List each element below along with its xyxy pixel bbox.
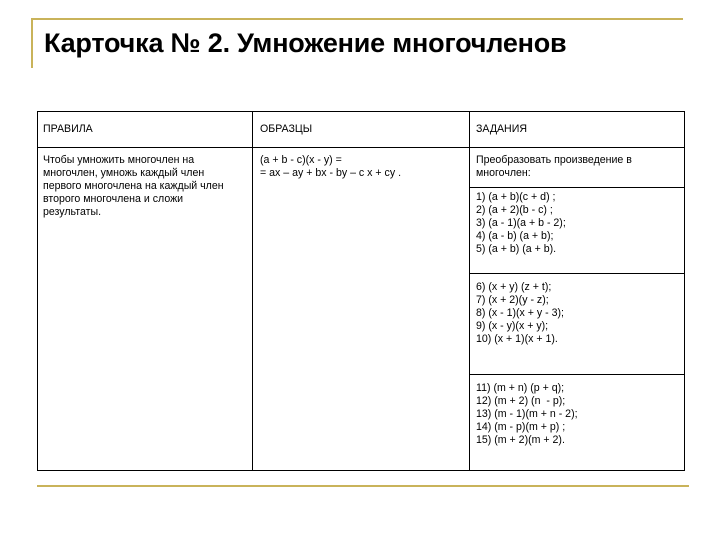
task-divider-3 xyxy=(469,374,684,375)
task-group-2: 6) (x + y) (z + t); 7) (x + 2)(y - z); 8) (x - 1)(x + y - 3); 9) (x - y)(x + y); 10) (x + 1)(x + 1). xyxy=(476,281,564,345)
task-divider-2 xyxy=(469,273,684,274)
accent-line-bottom xyxy=(37,485,689,487)
worksheet-table xyxy=(37,111,685,471)
header-examples: ОБРАЗЦЫ xyxy=(260,123,313,135)
header-divider xyxy=(38,147,684,148)
header-rules: ПРАВИЛА xyxy=(43,123,93,135)
task-group-1: 1) (a + b)(c + d) ; 2) (a + 2)(b - c) ; 3) (a - 1)(a + b - 2); 4) (a - b) (a + b); 5) (a + b) (a + b). xyxy=(476,191,566,255)
example-text: (a + b - c)(x - y) = = ax – ay + bx - by – c x + cy . xyxy=(260,154,402,179)
accent-line-vertical xyxy=(31,18,33,68)
task-intro: Преобразовать произведение в многочлен: xyxy=(476,154,632,179)
column-divider-1 xyxy=(252,112,253,470)
task-divider-1 xyxy=(469,187,684,188)
column-divider-2 xyxy=(469,112,470,470)
page-title: Карточка № 2. Умножение многочленов xyxy=(44,28,567,58)
task-group-3: 11) (m + n) (p + q); 12) (m + 2) (n - p); 13) (m - 1)(m + n - 2); 14) (m - p)(m + p) ; 15) (m + 2)(m + 2). xyxy=(476,382,578,446)
accent-line-top xyxy=(31,18,683,20)
rule-text: Чтобы умножить многочлен на многочлен, умножь каждый член первого многочлена на каждый член второго многочлена и сложи результаты. xyxy=(43,154,224,218)
header-tasks: ЗАДАНИЯ xyxy=(476,123,527,135)
